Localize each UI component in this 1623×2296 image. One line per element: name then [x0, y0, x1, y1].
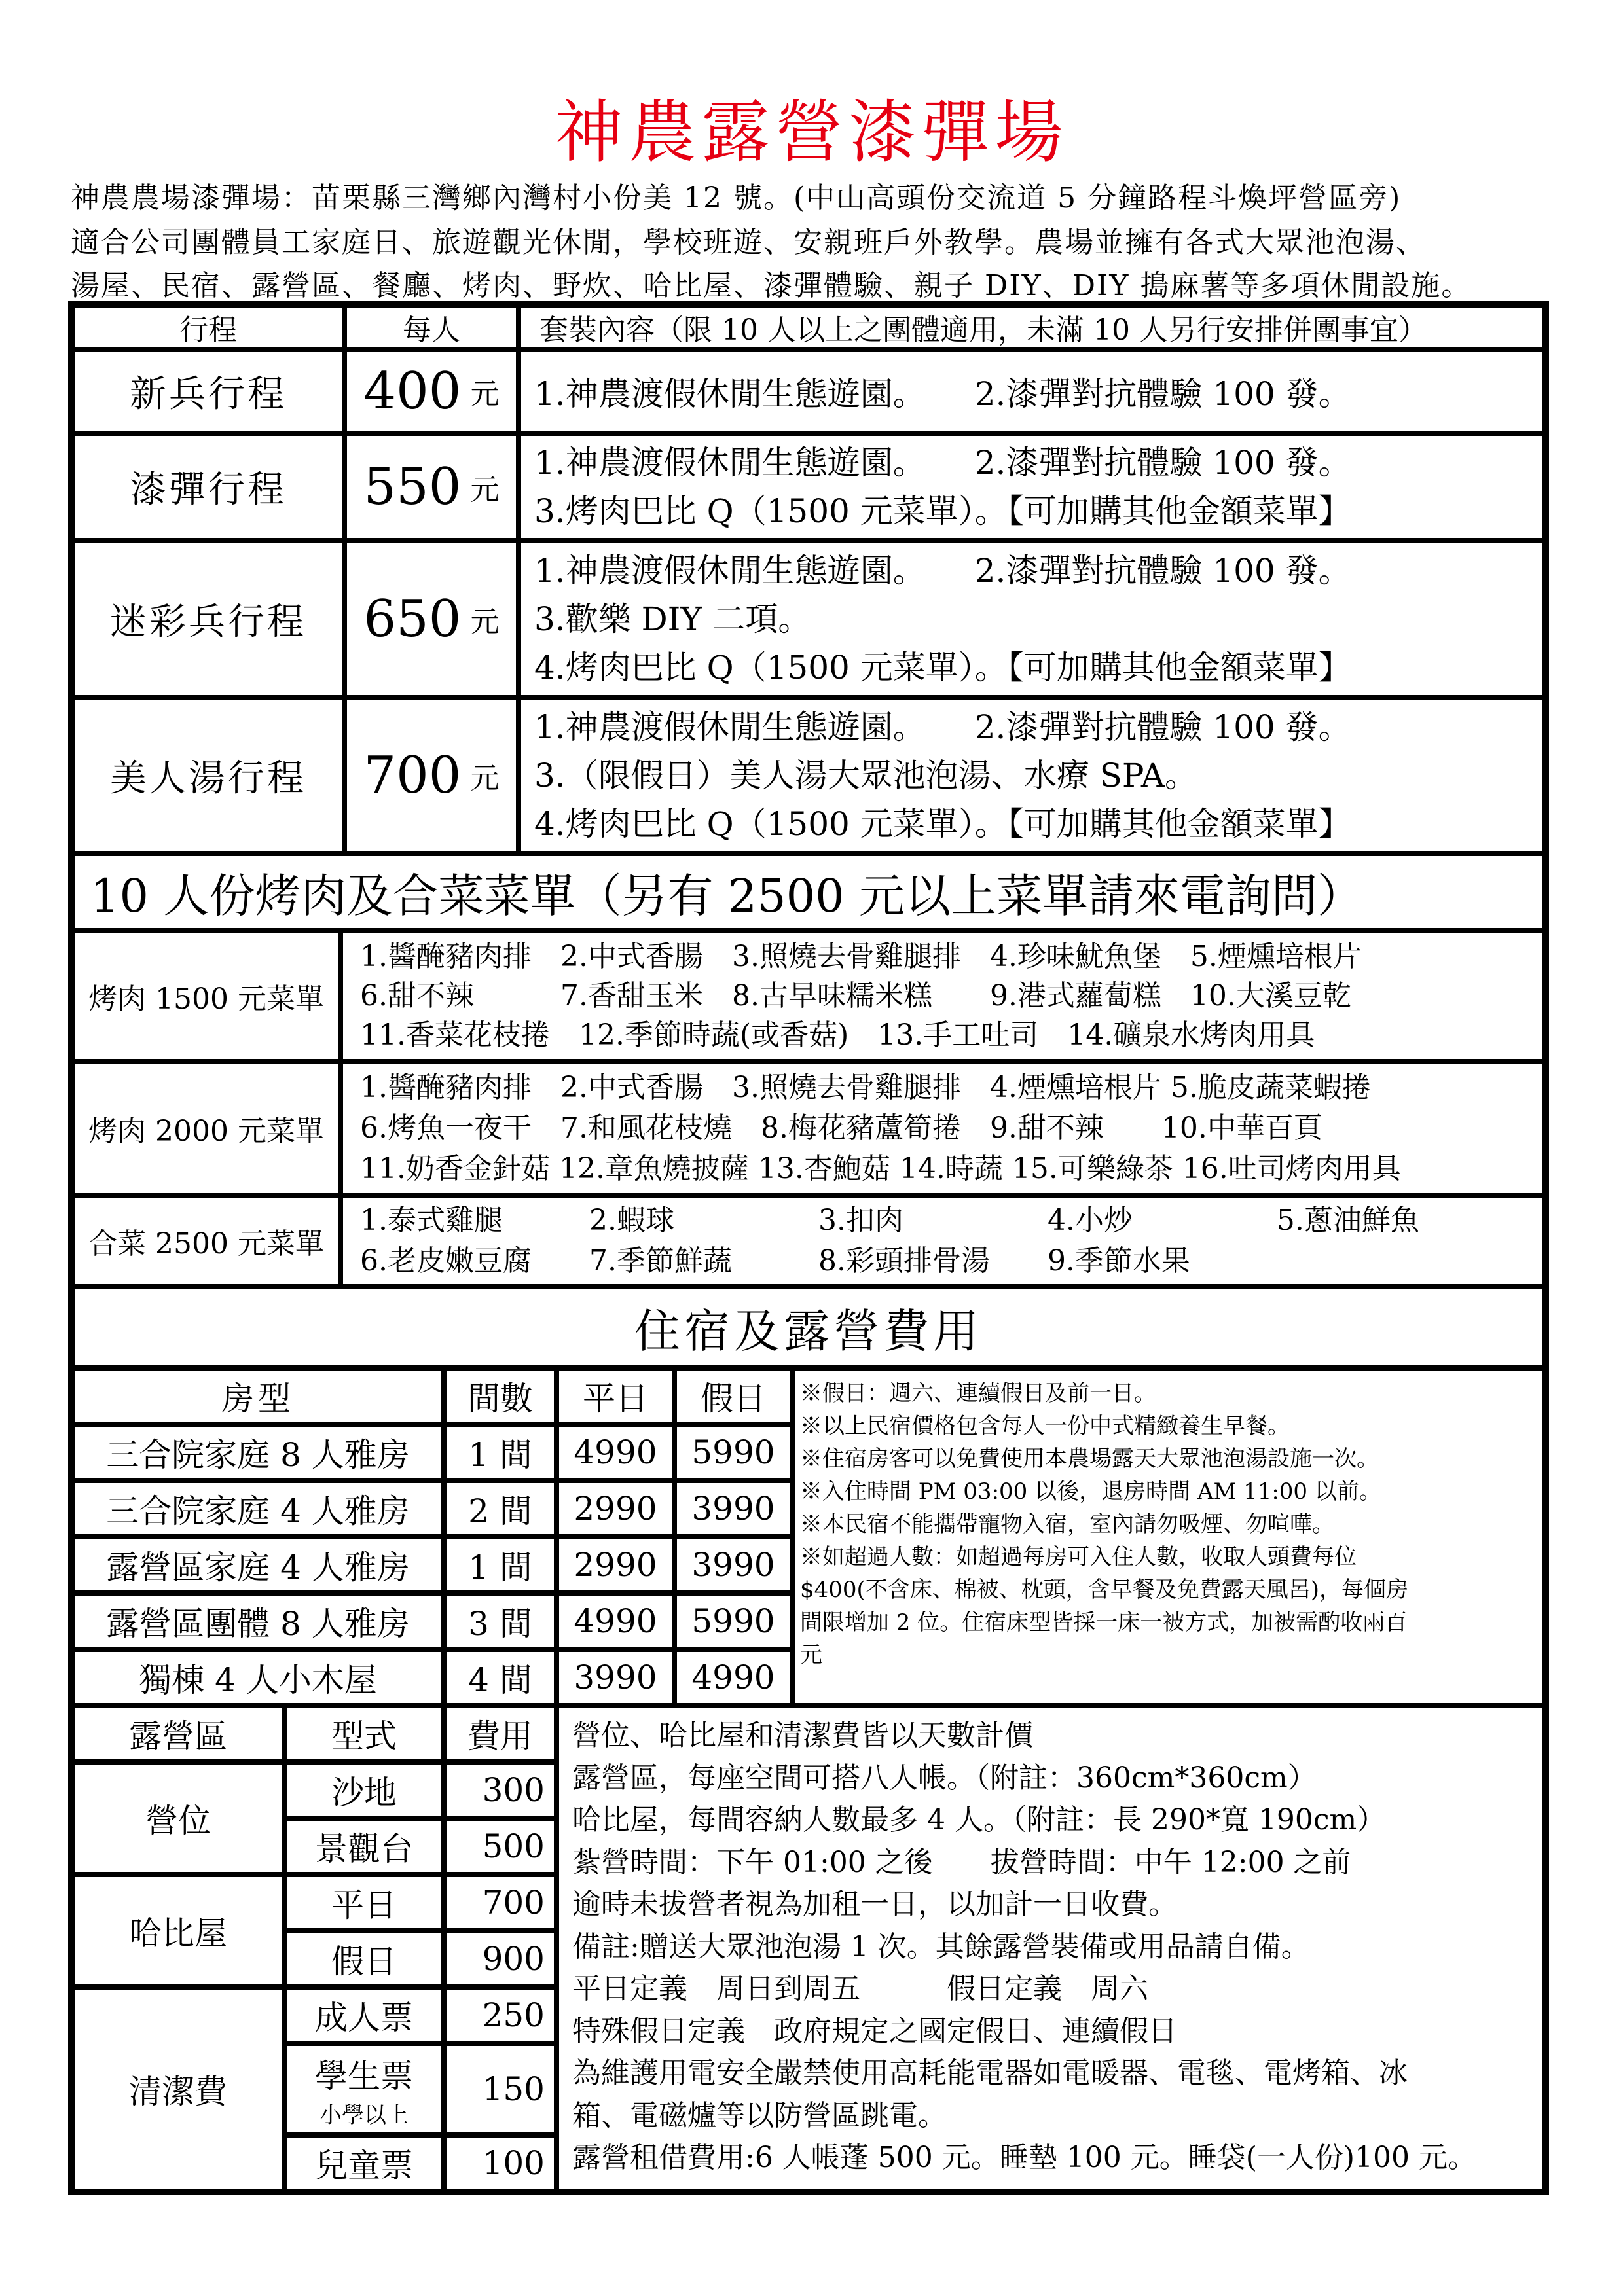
menu-name: 合菜 2500 元菜單 [72, 1195, 340, 1287]
intro-line-1: 神農農場漆彈場：苗栗縣三灣鄉內灣村小份美 12 號。(中山高頭份交流道 5 分鐘路程斗煥坪營區旁) [71, 181, 1402, 215]
camp-item-type: 平日 [284, 1874, 444, 1931]
camp-note: 備註:贈送大眾池泡湯 1 次。其餘露營裝備或用品請自備。 [572, 1929, 1310, 1964]
camp-note: 哈比屋，每間容納人數最多 4 人。（附註：長 290*寬 190cm） [572, 1803, 1386, 1837]
room-type: 露營區團體 8 人雅房 [72, 1593, 444, 1649]
room-count: 2 間 [444, 1480, 556, 1537]
camp-note: 露營租借費用:6 人帳蓬 500 元。睡墊 100 元。睡袋(一人份)100 元。 [572, 2141, 1477, 2174]
pkg-row-content [519, 541, 1545, 698]
pkg-content-line: 4.烤肉巴比 Q（1500 元菜單）。【可加購其他金額菜單】 [534, 649, 1351, 687]
pkg-row-name: 漆彈行程 [72, 433, 344, 541]
camp-notes [556, 1706, 1545, 2191]
room-note: ※本民宿不能攜帶寵物入宿，室內請勿吸煙、勿喧嘩。 [800, 1511, 1334, 1537]
menu-items [340, 1195, 1545, 1287]
menu-item-line: 1.泰式雞腿 2.蝦球 3.扣肉 4.小炒 5.蔥油鮮魚 [360, 1204, 1419, 1237]
camp-group-name: 營位 [72, 1762, 284, 1874]
pkg-row-name: 新兵行程 [72, 350, 344, 433]
room-header-type: 房型 [72, 1368, 444, 1424]
room-note: ※住宿房客可以免費使用本農場露天大眾池泡湯設施一次。 [800, 1446, 1379, 1472]
room-holiday-price: 3990 [674, 1480, 792, 1537]
menu-item-line: 11.奶香金針菇 12.章魚燒披薩 13.杏鮑菇 14.時蔬 15.可樂綠茶 16.吐司烤肉用具 [360, 1152, 1401, 1185]
pkg-price-value: 400 [363, 362, 462, 421]
menu-item-line: 6.甜不辣 7.香甜玉米 8.古早味糯米糕 9.港式蘿蔔糕 10.大溪豆乾 [360, 979, 1351, 1013]
room-holiday-price: 4990 [674, 1649, 792, 1706]
camp-item-fee: 300 [444, 1762, 556, 1818]
room-notes [792, 1368, 1545, 1706]
menu-items [340, 1062, 1545, 1195]
room-note: ※以上民宿價格包含每人一份中式精緻養生早餐。 [800, 1413, 1290, 1439]
pkg-price-value: 650 [363, 590, 462, 649]
pkg-content-line: 3.烤肉巴比 Q（1500 元菜單）。【可加購其他金額菜單】 [534, 492, 1351, 530]
room-note: ※入住時間 PM 03:00 以後，退房時間 AM 11:00 以前。 [800, 1479, 1381, 1505]
room-note: 元 [800, 1642, 822, 1668]
room-type: 露營區家庭 4 人雅房 [72, 1537, 444, 1593]
room-count: 1 間 [444, 1537, 556, 1593]
camp-item-type: 沙地 [284, 1762, 444, 1818]
camp-note: 露營區，每座空間可搭八人帳。（附註：360cm*360cm） [572, 1761, 1317, 1795]
camp-note: 紮營時間：下午 01:00 之後 拔營時間：中午 12:00 之前 [572, 1845, 1351, 1879]
menu-item-line: 6.老皮嫩豆腐 7.季節鮮蔬 8.彩頭排骨湯 9.季節水果 [360, 1244, 1190, 1278]
camp-note: 為維護用電安全嚴禁使用高耗能電器如電暖器、電毯、電烤箱、冰 [572, 2056, 1408, 2090]
room-type: 三合院家庭 4 人雅房 [72, 1480, 444, 1537]
room-weekday-price: 4990 [556, 1593, 674, 1649]
camp-header-area: 露營區 [72, 1706, 284, 1762]
room-count: 1 間 [444, 1424, 556, 1480]
pkg-price-unit: 元 [470, 762, 500, 795]
pkg-content-line: 3.（限假日）美人湯大眾池泡湯、水療 SPA。 [534, 757, 1198, 795]
pkg-price-unit: 元 [470, 378, 500, 411]
camp-item-fee: 500 [444, 1818, 556, 1874]
menu-item-line: 6.烤魚一夜干 7.和風花枝燒 8.梅花豬蘆筍捲 9.甜不辣 10.中華百頁 [360, 1111, 1322, 1145]
room-type: 獨棟 4 人小木屋 [72, 1649, 444, 1706]
room-count: 4 間 [444, 1649, 556, 1706]
menu-item-line: 1.醬醃豬肉排 2.中式香腸 3.照燒去骨雞腿排 4.珍味魷魚堡 5.煙燻培根片 [360, 940, 1362, 973]
camp-group-name: 哈比屋 [72, 1874, 284, 1987]
pkg-price-value: 550 [363, 457, 462, 516]
pkg-header-content-text: 套裝內容（限 10 人以上之團體適用，未滿 10 人另行安排併團事宜） [539, 314, 1427, 347]
pkg-content-line: 1.神農渡假休閒生態遊園。 2.漆彈對抗體驗 100 發。 [534, 375, 1351, 413]
camp-item-type: 成人票 [284, 1987, 444, 2043]
camp-item-fee: 700 [444, 1874, 556, 1931]
pkg-content-line: 3.歡樂 DIY 二項。 [534, 600, 811, 638]
camp-item-type: 假日 [284, 1931, 444, 1987]
room-type: 三合院家庭 8 人雅房 [72, 1424, 444, 1480]
pkg-row-price [344, 350, 519, 433]
menu-heading-text: 10 人份烤肉及合菜菜單（另有 2500 元以上菜單請來電詢問） [90, 869, 1363, 923]
pkg-row-price [344, 433, 519, 541]
menu-heading [72, 853, 1545, 931]
room-weekday-price: 4990 [556, 1424, 674, 1480]
menu-item-line: 11.香菜花枝捲 12.季節時蔬(或香菇) 13.手工吐司 14.礦泉水烤肉用具 [360, 1018, 1315, 1052]
pkg-content-line: 1.神農渡假休閒生態遊園。 2.漆彈對抗體驗 100 發。 [534, 552, 1351, 590]
room-note: ※如超過人數：如超過每房可入住人數，收取人頭費每位 [800, 1544, 1357, 1570]
menu-items [340, 931, 1545, 1062]
pkg-content-line: 1.神農渡假休閒生態遊園。 2.漆彈對抗體驗 100 發。 [534, 444, 1351, 482]
room-note: 間限增加 2 位。住宿床型皆採一床一被方式，加被需酌收兩百 [800, 1609, 1408, 1636]
room-weekday-price: 2990 [556, 1537, 674, 1593]
room-holiday-price: 5990 [674, 1593, 792, 1649]
pkg-row-price [344, 698, 519, 853]
pkg-row-name: 迷彩兵行程 [72, 541, 344, 698]
pkg-price-value: 700 [363, 746, 462, 805]
menu-item-line: 1.醬醃豬肉排 2.中式香腸 3.照燒去骨雞腿排 4.煙燻培根片 5.脆皮蔬菜蝦捲 [360, 1071, 1371, 1104]
room-header-count: 間數 [444, 1368, 556, 1424]
camp-item-fee: 900 [444, 1931, 556, 1987]
pkg-price-unit: 元 [470, 605, 500, 639]
menu-name: 烤肉 2000 元菜單 [72, 1062, 340, 1195]
camp-item-type-student [284, 2043, 444, 2135]
pkg-row-name: 美人湯行程 [72, 698, 344, 853]
pkg-row-content [519, 350, 1545, 433]
room-weekday-price: 3990 [556, 1649, 674, 1706]
camp-note: 平日定義 周日到周五 假日定義 周六 [572, 1972, 1148, 2005]
intro-line-2: 適合公司團體員工家庭日、旅遊觀光休閒，學校班遊、安親班戶外教學。農場並擁有各式大眾池泡湯、 [71, 226, 1426, 259]
menu-name: 烤肉 1500 元菜單 [72, 931, 340, 1062]
lodging-heading: 住宿及露營費用 [72, 1287, 1545, 1368]
pkg-row-content [519, 698, 1545, 853]
intro-line-3: 湯屋、民宿、露營區、餐廳、烤肉、野炊、哈比屋、漆彈體驗、親子 DIY、DIY 搗麻薯等多項休閒設施。 [71, 269, 1472, 302]
room-holiday-price: 5990 [674, 1424, 792, 1480]
camp-item-fee: 100 [444, 2135, 556, 2191]
pkg-header-per-person: 每人 [344, 305, 519, 350]
room-holiday-price: 3990 [674, 1537, 792, 1593]
pkg-header-content [519, 305, 1545, 350]
pkg-row-price [344, 541, 519, 698]
camp-item-subnote: 小學以上 [319, 2102, 409, 2128]
room-weekday-price: 2990 [556, 1480, 674, 1537]
pkg-header-itinerary: 行程 [72, 305, 344, 350]
camp-item-fee: 150 [444, 2043, 556, 2135]
camp-header-type: 型式 [284, 1706, 444, 1762]
camp-note: 箱、電磁爐等以防營區跳電。 [572, 2098, 947, 2132]
room-note: ※假日：週六、連續假日及前一日。 [800, 1380, 1156, 1407]
room-header-weekday: 平日 [556, 1368, 674, 1424]
room-header-holiday: 假日 [674, 1368, 792, 1424]
camp-group-name: 清潔費 [72, 1987, 284, 2191]
page-title: 神農露營漆彈場 [555, 92, 1068, 172]
pkg-row-content [519, 433, 1545, 541]
camp-note: 特殊假日定義 政府規定之國定假日、連續假日 [572, 2014, 1177, 2048]
camp-item-type: 兒童票 [284, 2135, 444, 2191]
pkg-content-line: 4.烤肉巴比 Q（1500 元菜單）。【可加購其他金額菜單】 [534, 805, 1351, 843]
pkg-content-line: 1.神農渡假休閒生態遊園。 2.漆彈對抗體驗 100 發。 [534, 708, 1351, 746]
camp-item-fee: 250 [444, 1987, 556, 2043]
camp-note: 營位、哈比屋和清潔費皆以天數計價 [572, 1719, 1033, 1752]
camp-item-type: 學生票 [315, 2056, 413, 2095]
camp-note: 逾時未拔營者視為加租一日，以加計一日收費。 [572, 1888, 1177, 1921]
room-note: $400(不含床、棉被、枕頭，含早餐及免費露天風呂)，每個房 [800, 1577, 1409, 1603]
camp-item-type: 景觀台 [284, 1818, 444, 1874]
camp-header-fee: 費用 [444, 1706, 556, 1762]
pkg-price-unit: 元 [470, 473, 500, 507]
room-count: 3 間 [444, 1593, 556, 1649]
